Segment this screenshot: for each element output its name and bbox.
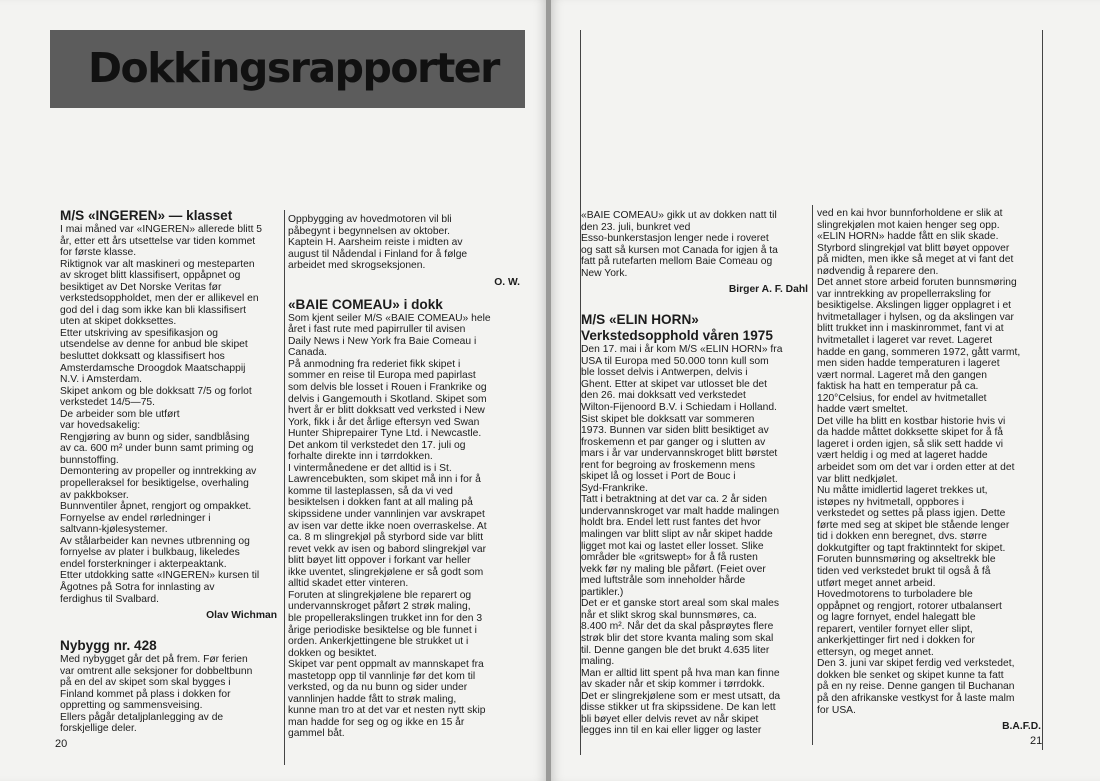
article-body-baie-comeau-cont: «BAIE COMEAU» gikk ut av dokken natt til den 23. juli, bunkret ved Esso-bunkerstasjon lenger nede i roveret og satt så kursen mot Canada for igjen å ta fatt på rutefarten mellom Baie Comeau og New York. <box>581 210 778 279</box>
article-body-elin-horn: Den 17. mai i år kom M/S «ELIN HORN» fra USA til Europa med 50.000 tonn kull som ble losset delvis i Antwerpen, delvis i Ghent. Etter at skipet var utlosset ble det den 26. mai dokksatt ved verkstedet Wilton-Fijenoord B.V. i Schiedam i Holland. Sist skipet ble dokksatt var sommeren 1973. Bunnen var siden blitt besiktiget av froskemenn et par ganger og i slutten av mars i år var undervannskroget blitt børstet rent for begroing av froskemenn mens skipet lå og losset i Port de Bouc i Syd-Frankrike. Tatt i betraktning at det var ca. 2 år siden undervannskroget var malt hadde malingen holdt bra. Endel lett rust fantes det hvor malingen var blitt slipt av når skipet hadde ligget mot kai og lastet eller losset. Slike områder ble «gritswept» for å få rusten vekk før ny maling ble påført. (Feiet over med luftstråle som inneholder hårde partikler.) Det er et ganske stort areal som skal males når et slikt skrog skal bunnsmøres, ca. 8.400 m². Når det da skal påsprøytes flere strøk blir det store kvanta maling som skal til. Denne gangen ble det brukt 4.635 liter maling. Man er alltid litt spent på hva man kan finne av skader når et skip kommer i tørrdokk. Det er slingrekjølene som er mest utsatt, da disse stikker ut fra skipssidene. De kan lett bli bøyet eller delvis revet av når skipet legges inn til en kai eller ligger og laster <box>581 344 783 737</box>
right-page <box>551 0 1100 781</box>
article-heading-ingeren: M/S «INGEREN» — klasset <box>60 208 233 223</box>
left-column-1 <box>60 208 285 735</box>
article-signature: B.A.F.D. <box>1002 721 1041 733</box>
article-signature: Birger A. F. Dahl <box>728 284 808 296</box>
left-column-2 <box>288 214 528 740</box>
article-signature: Olav Wichman <box>206 610 277 622</box>
page-number: 21 <box>1030 735 1043 747</box>
column-divider <box>284 210 285 765</box>
article-heading-baie-comeau: «BAIE COMEAU» i dokk <box>288 296 443 312</box>
title-banner <box>50 30 525 108</box>
page-number: 20 <box>55 738 68 750</box>
article-body-elin-horn-cont: ved en kai hvor bunnforholdene er slik at slingrekjølen mot kaien henger seg opp. «ELIN HORN» hadde fått en slik skade. Styrbord slingrekjøl vat blitt bøyet oppover på midten, men ikke så meget at vi fant det nødvendig å reparere den. Det annet store arbeid foruten bunnsmøring var inntrekking av propellerraksling for besiktigelse. Akslingen ligger opplagret i et hvitmetallager i hylsen, og da akslingen var blitt trukket inn i maskinrommet, fant vi at hvitmetallet i lageret var revet. Lageret hadde en gang, sommeren 1972, gått varmt, men siden hadde temperaturen i lageret vært normal. Lageret må den gangen faktisk ha hatt en temperatur på ca. 120°Celsius, for endel av hvitmetallet hadde vært smeltet. Det ville ha blitt en kostbar historie hvis vi da hadde måttet dokksette skipet for å få lageret i orden igjen, så slik sett hadde vi vært heldig i og med at lageret hadde arbeidet som om det var i orden etter at det var blitt nedkjølet. Nu måtte imidlertid lageret trekkes ut, istøpes ny hvitmetall, oppbores i verkstedet og settes på plass igjen. Dette førte med seg at skipet ble stående lenger tid i dokken enn beregnet, dvs. større dokkutgifter og tapt fraktinntekt for skipet. Foruten bunnsmøring og akseltrekk ble tiden ved verkstedet brukt til også å få utført meget annet arbeid. Hovedmotorens to turboladere ble oppåpnet og rengjort, rotorer utbalansert og lagre fornyet, endel halegatt ble reparert, ventiler fornyet eller slipt, ankerkjettinger firt ned i dokken for ettersyn, og meget annet. Den 3. juni var skipet ferdig ved verkstedet, dokken ble senket og skipet kunne ta fatt på en ny reise. Denne gangen til Buchanan på den afrikanske vestkyst for å laste malm for USA. <box>817 208 1021 716</box>
article-body-nybygg-cont: Oppbygging av hovedmotoren vil bli påbegynt i begynnelsen av oktober. Kaptein H. Aarsheim reiste i midten av august til Nådendal i Finland for å følge arbeidet med skrogseksjonen. <box>288 214 468 272</box>
article-heading-nybygg: Nybygg nr. 428 <box>60 638 157 654</box>
left-page <box>0 0 546 781</box>
article-body-ingeren: I mai måned var «INGEREN» allerede blitt 5 år, etter ett års utsettelse var tiden kommet for første klasse. Riktignok var alt maskineri og mesteparten av skroget blitt klassifisert, oppåpnet og besiktiget av Det Norske Veritas før verkstedsoppholdet, men der er allikevel en god del i dag som ikke kan bli klassifisert uten at skipet dokksettes. Etter utskriving av spesifikasjon og utsendelse av denne for anbud ble skipet besluttet dokksatt og klassifisert hos Amsterdamsche Droogdok Maatschappij N.V. i Amsterdam. Skipet ankom og ble dokksatt 7/5 og forlot verkstedet 14/5—75. De arbeider som ble utført var hovedsakelig: Rengjøring av bunn og sider, sandblåsing av ca. 600 m² under bunn samt priming og bunnstoffing. Demontering av propeller og inntrekking av propelleraksel for besiktigelse, overhaling av pakkbokser. Bunnventiler åpnet, rengjort og ompakket. Fornyelse av endel rørledninger i saltvann-kjølesystemer. Av stålarbeider kan nevnes utbrenning og fornyelse av plater i bulkbaug, likeledes endel forsterkninger i akterpeaktank. Etter utdokking satte «INGEREN» kursen til Ågotnes på Sotra for innlasting av ferdighus til Svalbard. <box>60 224 263 605</box>
article-body-nybygg: Med nybygget går det på frem. Før ferien var omtrent alle seksjoner for dobbeltbunn på en del av skipet som skal bygges i Finland kommet på plass i dokken for oppretting og sammensveising. Ellers pågår detaljplanlegging av de forskjellige deler. <box>60 654 253 735</box>
right-column-2 <box>817 208 1049 735</box>
article-heading-elin-horn: M/S «ELIN HORN» Verkstedsopphold våren 1975 <box>581 312 773 344</box>
right-column-1 <box>581 210 816 737</box>
page-title: Dokkingsrapporter <box>88 44 499 92</box>
article-signature: O. W. <box>494 276 520 288</box>
article-body-baie-comeau: Som kjent seiler M/S «BAIE COMEAU» hele året i fast rute med papirruller til avisen Daily News i New York fra Baie Comeau i Canada. På anmodning fra rederiet fikk skipet i sommer en reise til Europa med papirlast som delvis ble losset i Rouen i Frankrike og delvis i Gangemouth i Skotland. Skipet som hvert år er blitt dokksatt ved verksted i New York, fikk i år det årlige eftersyn ved Swan Hunter Shiprepairer Tyne Ltd. i Newcastle. Det ankom til verkstedet den 17. juli og forhalte direkte inn i tørrdokken. I vintermånedene er det alltid is i St. Lawrencebukten, som skipet må inn i for å komme til lasteplassen, så da vi ved besiktelsen i dokken fant at all maling på skipssidene under vannlinjen var avskrapet av isen var dette ikke noen overraskelse. At ca. 8 m slingrekjøl på styrbord side var blitt revet vekk av isen og babord slingrekjøl var blitt bøyet litt oppover i forkant var heller ikke uventet, slingrekjølene er så godt som alltid skadet etter vinteren. Foruten at slingrekjølene ble reparert og undervannskroget påført 2 strøk maling, ble propellerakslingen trukket inn for den 3 årige periodiske besiktelse og ble funnet i orden. Ankerkjettingene ble strukket ut i dokken og besiktet. Skipet var pent oppmalt av mannskapet fra mastetopp opp til vannlinje før det kom til verksted, og da nu bunn og sider under vannlinjen hadde fått to strøk maling, kunne man tro at det var et nesten nytt skip man hadde for seg og og ikke en 15 år gammel båt. <box>288 312 491 740</box>
